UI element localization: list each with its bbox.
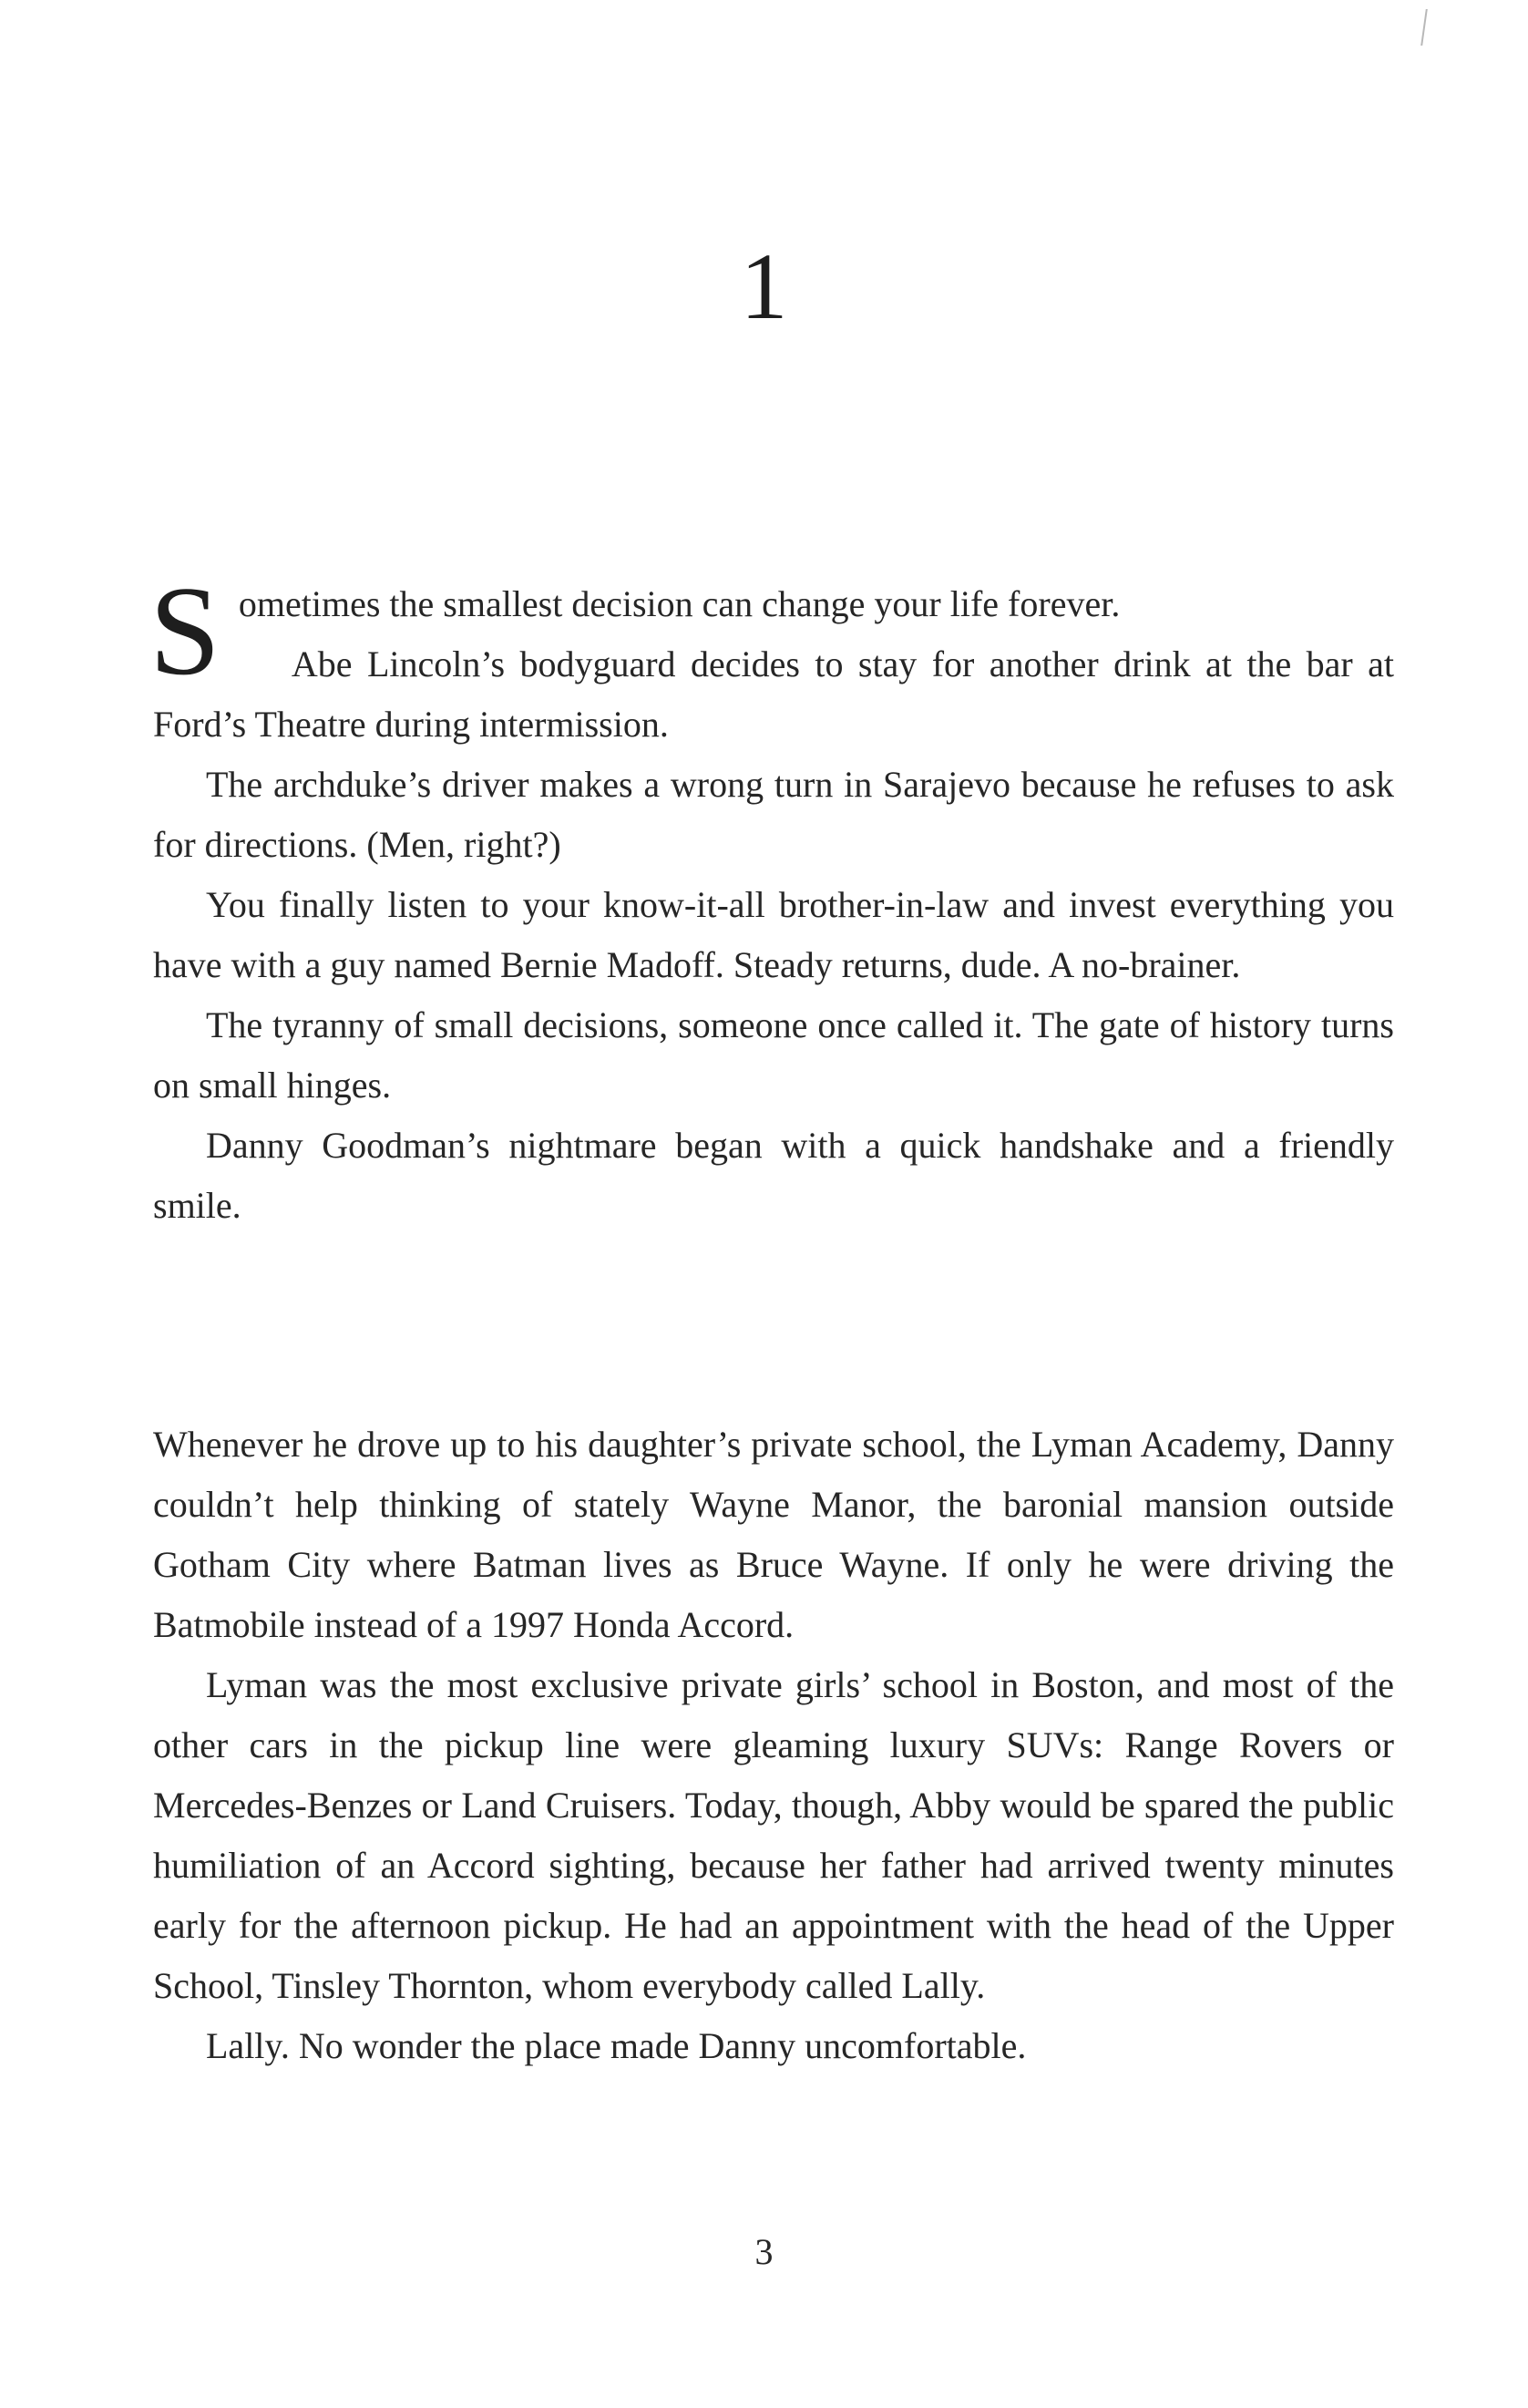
- scan-artifact-mark: [1420, 9, 1433, 46]
- paragraph: The tyranny of small decisions, someone once called it. The gate of history turns on small hinges.: [153, 1004, 1394, 1106]
- paragraph: Lyman was the most exclusive private girls’ school in Boston, and most of the other cars in the pickup line were gleaming luxury SUVs: Range Rovers or Mercedes-Benzes or Land Cruisers. Today, though, Abby would be spared the public humiliation of an Accord sighting, because her father had arrived twenty minutes early for the afternoon pickup. He had an appointment with the head of the Upper School, Tinsley Thornton, whom everybody called Lally.: [153, 1664, 1394, 2006]
- second-section: [153, 1415, 1394, 2076]
- section-first-paragraph: Whenever he drove up to his daughter’s private school, the Lyman Academy, Danny couldn’t help thinking of stately Wayne Manor, the baronial mansion outside Gotham City where Batman lives as Bruce Wayne. If only he were driving the Batmobile instead of a 1997 Honda Accord.: [153, 1424, 1394, 1645]
- drop-cap: S: [149, 561, 220, 702]
- paragraph: Danny Goodman’s nightmare began with a quick handshake and a friendly smile.: [153, 1125, 1394, 1226]
- opening-paragraph-text: ometimes the smallest decision can change your life forever.: [238, 583, 1121, 624]
- paragraph: You finally listen to your know-it-all brother-in-law and invest everything you have with a guy named Bernie Madoff. Steady returns, dude. A no-brainer.: [153, 884, 1394, 985]
- chapter-number: 1: [740, 234, 788, 339]
- paragraph: Abe Lincoln’s bodyguard decides to stay for another drink at the bar at Ford’s Theatre during intermission.: [153, 643, 1394, 745]
- paragraph: Lally. No wonder the place made Danny uncomfortable.: [206, 2025, 1027, 2066]
- paragraph: The archduke’s driver makes a wrong turn in Sarajevo because he refuses to ask for directions. (Men, right?): [153, 764, 1394, 865]
- opening-section: [149, 561, 1394, 1236]
- page-number: 3: [754, 2231, 774, 2272]
